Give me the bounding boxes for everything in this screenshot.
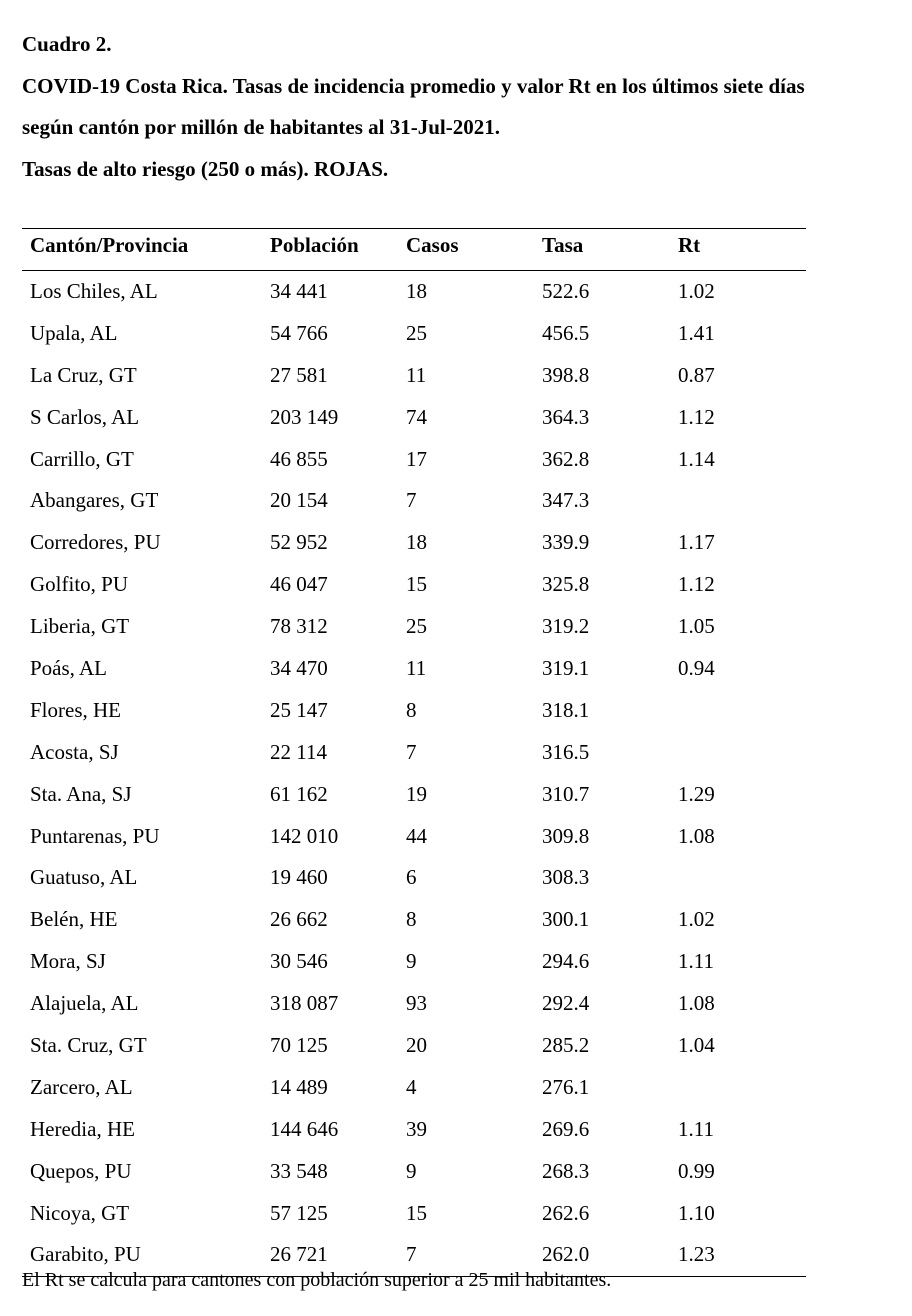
cell-rt: 1.23 xyxy=(678,1242,715,1267)
incidence-table xyxy=(22,228,806,1277)
table-header-row xyxy=(22,229,806,270)
cell-canton: Nicoya, GT xyxy=(30,1200,130,1225)
table-row xyxy=(22,1025,806,1067)
cell-canton: Sta. Ana, SJ xyxy=(30,781,132,806)
cell-tasa: 310.7 xyxy=(542,781,590,806)
table-title-line-2: según cantón por millón de habitantes al 31-Jul-2021. xyxy=(22,115,501,139)
cell-canton: Golfito, PU xyxy=(30,572,129,597)
cell-tasa: 316.5 xyxy=(542,739,590,764)
cell-casos: 8 xyxy=(406,697,417,722)
cell-tasa: 292.4 xyxy=(542,991,590,1016)
cell-rt: 1.17 xyxy=(678,530,715,555)
table-title-line-1: COVID-19 Costa Rica. Tasas de incidencia promedio y valor Rt en los últimos siete días xyxy=(22,73,805,98)
cell-casos: 15 xyxy=(406,572,427,597)
header-tasa: Tasa xyxy=(542,233,584,257)
header-rt: Rt xyxy=(678,233,701,257)
cell-tasa: 300.1 xyxy=(542,907,590,932)
cell-poblacion: 26 662 xyxy=(270,907,328,932)
cell-rt: 1.12 xyxy=(678,404,715,429)
cell-casos: 6 xyxy=(406,865,417,890)
cell-tasa: 269.6 xyxy=(542,1116,590,1141)
table-row xyxy=(22,606,806,648)
cell-casos: 25 xyxy=(406,614,427,639)
cell-canton: Quepos, PU xyxy=(30,1158,132,1183)
cell-rt: 0.87 xyxy=(678,362,715,387)
cell-casos: 19 xyxy=(406,781,427,806)
cell-rt: 1.02 xyxy=(678,907,715,932)
cell-casos: 4 xyxy=(406,1074,417,1099)
table-row xyxy=(22,480,806,522)
cell-poblacion: 52 952 xyxy=(270,530,328,555)
table-row xyxy=(22,899,806,941)
table-row xyxy=(22,648,806,690)
cell-tasa: 309.8 xyxy=(542,823,590,848)
cell-canton: Mora, SJ xyxy=(30,949,106,974)
cell-tasa: 522.6 xyxy=(542,279,590,303)
cell-tasa: 319.1 xyxy=(542,656,590,681)
cell-casos: 39 xyxy=(406,1116,427,1141)
cell-canton: Alajuela, AL xyxy=(30,991,139,1016)
cell-tasa: 262.0 xyxy=(542,1242,590,1267)
cell-poblacion: 142 010 xyxy=(270,823,339,848)
table-row xyxy=(22,1067,806,1109)
cell-casos: 8 xyxy=(406,907,417,932)
table-row xyxy=(22,983,806,1025)
cell-rt: 1.08 xyxy=(678,823,715,848)
cell-casos: 9 xyxy=(406,949,417,974)
cell-rt: 1.14 xyxy=(678,446,715,471)
cell-casos: 11 xyxy=(406,362,427,387)
cell-rt: 1.10 xyxy=(678,1200,715,1225)
cell-casos: 25 xyxy=(406,320,427,345)
table-row xyxy=(22,439,806,481)
table-row xyxy=(22,1109,806,1151)
cell-poblacion: 26 721 xyxy=(270,1242,328,1267)
table-footnote: El Rt se calcula para cantones con población superior a 25 mil habitantes. xyxy=(22,1269,612,1291)
cell-poblacion: 22 114 xyxy=(270,739,327,764)
cell-casos: 20 xyxy=(406,1033,427,1058)
cell-tasa: 268.3 xyxy=(542,1158,590,1183)
cell-casos: 17 xyxy=(406,446,427,471)
cell-rt: 1.11 xyxy=(678,949,714,974)
cell-canton: Zarcero, AL xyxy=(30,1074,133,1099)
cell-casos: 18 xyxy=(406,530,427,555)
cell-poblacion: 25 147 xyxy=(270,697,328,722)
cell-canton: Carrillo, GT xyxy=(30,446,134,471)
cell-casos: 9 xyxy=(406,1158,417,1183)
table-heading xyxy=(22,24,910,190)
table-row xyxy=(22,732,806,774)
table-row xyxy=(22,355,806,397)
cell-canton: Puntarenas, PU xyxy=(30,823,160,848)
table-row xyxy=(22,522,806,564)
cell-rt: 1.04 xyxy=(678,1033,715,1058)
cell-casos: 7 xyxy=(406,1242,417,1267)
table-row xyxy=(22,1151,806,1193)
cell-poblacion: 33 548 xyxy=(270,1158,328,1183)
cell-canton: Garabito, PU xyxy=(30,1242,141,1267)
cell-poblacion: 61 162 xyxy=(270,781,328,806)
table-row xyxy=(22,313,806,355)
cell-canton: Guatuso, AL xyxy=(30,865,138,890)
cell-rt: 1.29 xyxy=(678,781,715,806)
cell-rt: 1.08 xyxy=(678,991,715,1016)
table-row xyxy=(22,1193,806,1235)
table-subtitle: Tasas de alto riesgo (250 o más). ROJAS. xyxy=(22,156,389,181)
table-row xyxy=(22,564,806,606)
cell-rt: 1.12 xyxy=(678,572,715,597)
header-casos: Casos xyxy=(406,233,459,257)
cell-tasa: 308.3 xyxy=(542,865,590,890)
cell-poblacion: 30 546 xyxy=(270,949,328,974)
cell-poblacion: 70 125 xyxy=(270,1033,328,1058)
cell-tasa: 294.6 xyxy=(542,949,590,974)
cell-poblacion: 27 581 xyxy=(270,362,328,387)
cell-canton: Corredores, PU xyxy=(30,530,161,555)
cell-tasa: 319.2 xyxy=(542,614,590,639)
cell-casos: 93 xyxy=(406,991,427,1016)
cell-tasa: 456.5 xyxy=(542,320,590,345)
cell-poblacion: 34 470 xyxy=(270,656,328,681)
cell-canton: Belén, HE xyxy=(30,907,118,932)
cell-poblacion: 57 125 xyxy=(270,1200,328,1225)
cell-casos: 44 xyxy=(406,823,427,848)
table-row xyxy=(22,690,806,732)
cell-casos: 74 xyxy=(406,404,427,429)
table-row xyxy=(22,397,806,439)
cell-tasa: 398.8 xyxy=(542,362,590,387)
cell-poblacion: 46 855 xyxy=(270,446,328,471)
header-canton: Cantón/Provincia xyxy=(30,233,189,257)
cell-canton: S Carlos, AL xyxy=(30,404,140,429)
cell-casos: 7 xyxy=(406,488,417,513)
cell-canton: Heredia, HE xyxy=(30,1116,135,1141)
cell-tasa: 276.1 xyxy=(542,1074,590,1099)
cell-casos: 18 xyxy=(406,279,427,303)
cell-poblacion: 203 149 xyxy=(270,404,339,429)
table-row xyxy=(22,857,806,899)
cell-canton: Sta. Cruz, GT xyxy=(30,1033,147,1058)
cell-tasa: 262.6 xyxy=(542,1200,590,1225)
cell-poblacion: 144 646 xyxy=(270,1116,339,1141)
cell-tasa: 318.1 xyxy=(542,697,590,722)
cell-poblacion: 20 154 xyxy=(270,488,328,513)
cell-canton: Upala, AL xyxy=(30,320,118,345)
cell-canton: Flores, HE xyxy=(30,697,121,722)
cell-tasa: 285.2 xyxy=(542,1033,590,1058)
cell-rt: 1.41 xyxy=(678,320,715,345)
cell-poblacion: 34 441 xyxy=(270,279,328,303)
cell-canton: La Cruz, GT xyxy=(30,362,137,387)
cell-canton: Abangares, GT xyxy=(30,488,159,513)
table-row xyxy=(22,816,806,858)
cell-tasa: 362.8 xyxy=(542,446,590,471)
cell-tasa: 325.8 xyxy=(542,572,590,597)
cell-rt: 0.94 xyxy=(678,656,715,681)
cell-casos: 15 xyxy=(406,1200,427,1225)
table-row xyxy=(22,271,806,313)
cell-tasa: 364.3 xyxy=(542,404,590,429)
cell-poblacion: 318 087 xyxy=(270,991,339,1016)
cell-canton: Liberia, GT xyxy=(30,614,130,639)
table-body xyxy=(22,271,806,1276)
table-row xyxy=(22,774,806,816)
cell-canton: Acosta, SJ xyxy=(30,739,119,764)
cell-tasa: 339.9 xyxy=(542,530,590,555)
cell-tasa: 347.3 xyxy=(542,488,590,513)
cell-rt: 1.02 xyxy=(678,279,715,303)
table-label: Cuadro 2. xyxy=(22,32,112,56)
cell-poblacion: 46 047 xyxy=(270,572,328,597)
cell-rt: 0.99 xyxy=(678,1158,715,1183)
cell-casos: 11 xyxy=(406,656,427,681)
cell-canton: Poás, AL xyxy=(30,656,108,681)
cell-canton: Los Chiles, AL xyxy=(30,279,158,303)
header-poblacion: Población xyxy=(270,233,359,257)
table-row xyxy=(22,941,806,983)
cell-poblacion: 14 489 xyxy=(270,1074,328,1099)
cell-poblacion: 19 460 xyxy=(270,865,328,890)
cell-rt: 1.05 xyxy=(678,614,715,639)
cell-rt: 1.11 xyxy=(678,1116,714,1141)
cell-casos: 7 xyxy=(406,739,417,764)
cell-poblacion: 54 766 xyxy=(270,320,328,345)
cell-poblacion: 78 312 xyxy=(270,614,328,639)
